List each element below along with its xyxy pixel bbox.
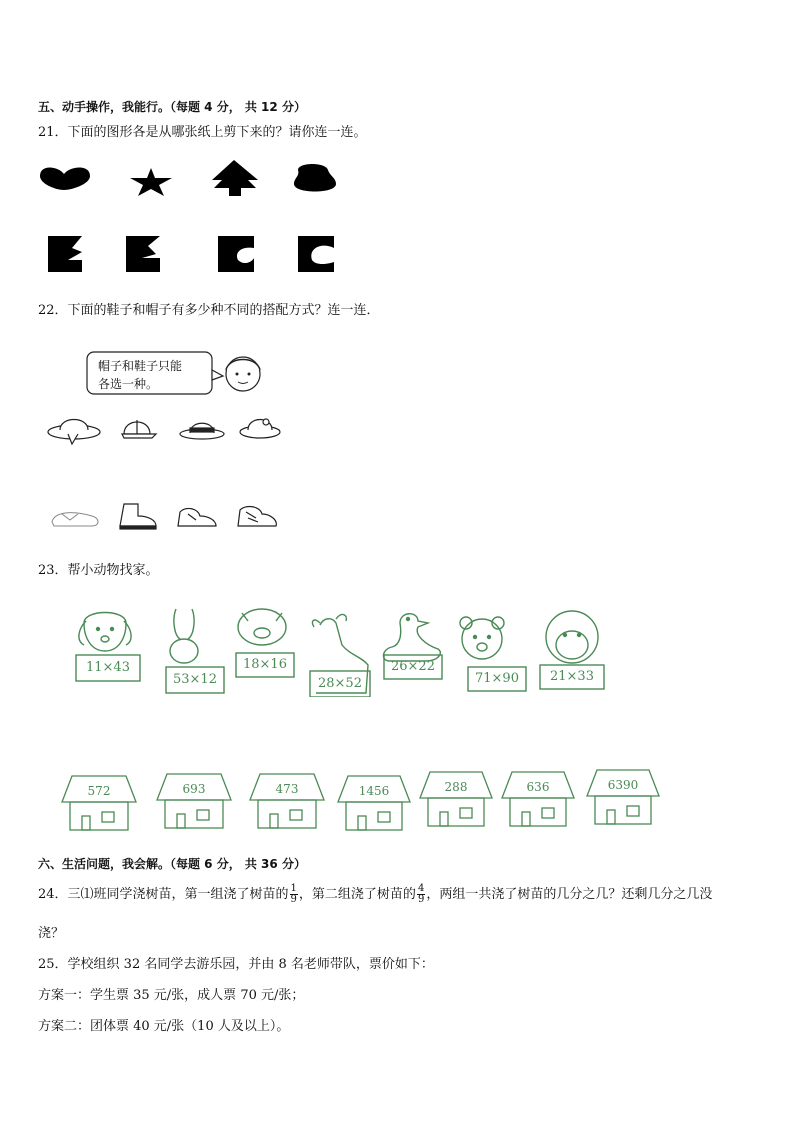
house-3-number: 473 — [275, 782, 299, 796]
fraction-1-denominator: 9 — [290, 894, 297, 905]
fraction-1-numerator: 1 — [290, 883, 297, 894]
house-6 — [500, 770, 576, 828]
plan-2: 方案二：团体票 40 元/张（10 人及以上）。 — [38, 1019, 290, 1034]
bubble-text-line1: 帽子和鞋子只能 — [98, 359, 183, 373]
goat-label: 28×52 — [318, 676, 362, 691]
q24-text-3: ，两组一共浇了树苗的几分之几？还剩几分之几没 — [426, 886, 713, 902]
house-4 — [336, 774, 412, 832]
question-24-line2: 浇？ — [38, 926, 65, 941]
house-1-number: 572 — [87, 784, 111, 798]
paper-piece-2 — [126, 236, 160, 272]
house-7 — [585, 768, 661, 826]
house-4-number: 1456 — [358, 784, 390, 798]
heart-shape — [40, 168, 90, 191]
question-23: 23．帮小动物找家。 — [38, 563, 159, 578]
cutout-shapes-row — [36, 158, 346, 198]
slipper-icon — [52, 513, 98, 526]
section-5-title: 五、动手操作，我能行。（每题 4 分， 共 12 分） — [38, 100, 306, 114]
bubble-text-line2: 各选一种。 — [98, 377, 159, 391]
fedora-icon — [180, 423, 224, 439]
bonnet-icon — [240, 419, 280, 438]
sneaker-icon — [178, 509, 216, 526]
paper-piece-3 — [218, 236, 254, 272]
plan-1: 方案一：学生票 35 元/张，成人票 70 元/张； — [38, 988, 305, 1003]
hats-row — [44, 408, 284, 446]
rabbit-label: 53×12 — [173, 672, 217, 687]
duck-label: 26×22 — [391, 659, 435, 674]
animals-row — [70, 605, 615, 697]
fraction-2-denominator: 9 — [417, 894, 425, 905]
monkey-label: 21×33 — [550, 669, 594, 684]
paper-piece-1 — [48, 236, 82, 272]
paper-piece-4 — [298, 236, 334, 272]
pig-label: 18×16 — [243, 657, 287, 672]
house-2 — [155, 772, 233, 830]
houses-row — [60, 770, 665, 832]
q24-text-2: ，第二组浇了树苗的 — [298, 886, 416, 902]
house-5 — [418, 770, 494, 828]
question-24-line1 — [38, 884, 712, 905]
sun-hat-icon — [48, 420, 100, 445]
house-2-number: 693 — [182, 782, 206, 796]
fraction-4-9 — [417, 884, 425, 905]
shoes-row — [48, 498, 283, 532]
figure-eight-shape — [294, 164, 336, 192]
q24-text-1: 24．三⑴班同学浇树苗，第一组浇了树苗的 — [38, 886, 289, 902]
house-3 — [248, 772, 326, 830]
fraction-2-numerator: 4 — [417, 883, 425, 894]
section-6-title: 六、生活问题，我会解。（每题 6 分， 共 36 分） — [38, 857, 306, 871]
house-5-number: 288 — [444, 780, 468, 794]
house-6-number: 636 — [526, 780, 550, 794]
hiking-shoe-icon — [238, 507, 276, 526]
dog-label: 11×43 — [86, 660, 130, 675]
paper-pieces-row — [46, 234, 346, 274]
question-25: 25．学校组织 32 名同学去游乐园，并由 8 名老师带队，票价如下： — [38, 957, 434, 972]
boot-icon — [120, 504, 156, 529]
fraction-1-9 — [290, 884, 298, 905]
question-21: 21．下面的图形各是从哪张纸上剪下来的？请你连一连。 — [38, 125, 367, 140]
arrow-tree-shape — [212, 160, 258, 196]
bear-label: 71×90 — [475, 671, 519, 686]
cap-icon — [122, 420, 156, 438]
star-shape — [130, 168, 172, 196]
house-7-number: 6390 — [607, 778, 639, 792]
question-22: 22．下面的鞋子和帽子有多少种不同的搭配方式？连一连． — [38, 303, 380, 318]
house-1 — [60, 774, 138, 832]
